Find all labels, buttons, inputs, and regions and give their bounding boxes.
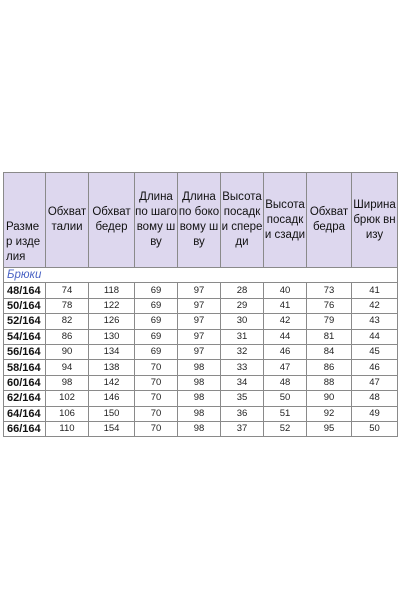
measurement-cell: 35 (221, 391, 264, 406)
section-blank (135, 268, 178, 283)
section-blank (264, 268, 307, 283)
measurement-cell: 30 (221, 314, 264, 329)
measurement-cell: 50 (264, 391, 307, 406)
size-cell: 56/164 (4, 344, 46, 359)
measurement-cell: 130 (89, 329, 135, 344)
measurement-cell: 97 (178, 329, 221, 344)
header-hips: Обхват бедер (89, 173, 135, 268)
measurement-cell: 95 (307, 421, 352, 436)
measurement-cell: 138 (89, 360, 135, 375)
measurement-cell: 90 (46, 344, 89, 359)
measurement-cell: 48 (264, 375, 307, 390)
measurement-cell: 79 (307, 314, 352, 329)
size-cell: 54/164 (4, 329, 46, 344)
header-waist: Обхват талии (46, 173, 89, 268)
measurement-cell: 150 (89, 406, 135, 421)
table-row (4, 406, 398, 421)
size-table (3, 172, 398, 437)
measurement-cell: 98 (46, 375, 89, 390)
table-row (4, 298, 398, 313)
measurement-cell: 69 (135, 314, 178, 329)
measurement-cell: 97 (178, 314, 221, 329)
measurement-cell: 98 (178, 421, 221, 436)
table-row (4, 314, 398, 329)
section-label: Брюки (4, 268, 46, 283)
measurement-cell: 97 (178, 283, 221, 298)
measurement-cell: 122 (89, 298, 135, 313)
measurement-cell: 84 (307, 344, 352, 359)
size-cell: 62/164 (4, 391, 46, 406)
measurement-cell: 98 (178, 391, 221, 406)
measurement-cell: 69 (135, 344, 178, 359)
section-blank (221, 268, 264, 283)
measurement-cell: 94 (46, 360, 89, 375)
measurement-cell: 70 (135, 406, 178, 421)
size-cell: 58/164 (4, 360, 46, 375)
measurement-cell: 37 (221, 421, 264, 436)
measurement-cell: 98 (178, 375, 221, 390)
section-blank (352, 268, 398, 283)
measurement-cell: 43 (352, 314, 398, 329)
measurement-cell: 47 (352, 375, 398, 390)
header-hem-width: Ширина брюк внизу (352, 173, 398, 268)
measurement-cell: 74 (46, 283, 89, 298)
header-row (4, 173, 398, 268)
measurement-cell: 134 (89, 344, 135, 359)
measurement-cell: 34 (221, 375, 264, 390)
measurement-cell: 102 (46, 391, 89, 406)
measurement-cell: 69 (135, 329, 178, 344)
measurement-cell: 97 (178, 344, 221, 359)
measurement-cell: 86 (307, 360, 352, 375)
size-cell: 66/164 (4, 421, 46, 436)
measurement-cell: 110 (46, 421, 89, 436)
measurement-cell: 52 (264, 421, 307, 436)
measurement-cell: 31 (221, 329, 264, 344)
measurement-cell: 69 (135, 298, 178, 313)
measurement-cell: 48 (352, 391, 398, 406)
section-blank (46, 268, 89, 283)
size-cell: 64/164 (4, 406, 46, 421)
measurement-cell: 142 (89, 375, 135, 390)
measurement-cell: 47 (264, 360, 307, 375)
table-row (4, 283, 398, 298)
table-row (4, 344, 398, 359)
measurement-cell: 70 (135, 421, 178, 436)
size-cell: 52/164 (4, 314, 46, 329)
measurement-cell: 70 (135, 360, 178, 375)
measurement-cell: 44 (352, 329, 398, 344)
table-row (4, 360, 398, 375)
measurement-cell: 88 (307, 375, 352, 390)
measurement-cell: 69 (135, 283, 178, 298)
table-row (4, 329, 398, 344)
header-front-rise: Высота посадки спереди (221, 173, 264, 268)
measurement-cell: 70 (135, 375, 178, 390)
measurement-cell: 49 (352, 406, 398, 421)
measurement-cell: 42 (352, 298, 398, 313)
measurement-cell: 97 (178, 298, 221, 313)
measurement-cell: 73 (307, 283, 352, 298)
measurement-cell: 118 (89, 283, 135, 298)
measurement-cell: 76 (307, 298, 352, 313)
measurement-cell: 28 (221, 283, 264, 298)
measurement-cell: 36 (221, 406, 264, 421)
header-inseam: Длина по шаговому шву (135, 173, 178, 268)
measurement-cell: 42 (264, 314, 307, 329)
measurement-cell: 81 (307, 329, 352, 344)
measurement-cell: 78 (46, 298, 89, 313)
measurement-cell: 82 (46, 314, 89, 329)
measurement-cell: 106 (46, 406, 89, 421)
size-cell: 48/164 (4, 283, 46, 298)
measurement-cell: 86 (46, 329, 89, 344)
measurement-cell: 70 (135, 391, 178, 406)
size-chart (0, 172, 400, 437)
measurement-cell: 98 (178, 360, 221, 375)
table-row (4, 421, 398, 436)
header-thigh: Обхват бедра (307, 173, 352, 268)
measurement-cell: 126 (89, 314, 135, 329)
header-size: Размер изделия (4, 173, 46, 268)
measurement-cell: 33 (221, 360, 264, 375)
measurement-cell: 92 (307, 406, 352, 421)
measurement-cell: 44 (264, 329, 307, 344)
measurement-cell: 45 (352, 344, 398, 359)
measurement-cell: 40 (264, 283, 307, 298)
measurement-cell: 90 (307, 391, 352, 406)
header-back-rise: Высота посадки сзади (264, 173, 307, 268)
measurement-cell: 46 (264, 344, 307, 359)
section-row (4, 268, 398, 283)
header-outseam: Длина по боковому шву (178, 173, 221, 268)
table-row (4, 391, 398, 406)
measurement-cell: 98 (178, 406, 221, 421)
size-cell: 60/164 (4, 375, 46, 390)
measurement-cell: 29 (221, 298, 264, 313)
measurement-cell: 154 (89, 421, 135, 436)
measurement-cell: 50 (352, 421, 398, 436)
section-blank (307, 268, 352, 283)
size-cell: 50/164 (4, 298, 46, 313)
measurement-cell: 32 (221, 344, 264, 359)
measurement-cell: 41 (352, 283, 398, 298)
measurement-cell: 51 (264, 406, 307, 421)
section-blank (89, 268, 135, 283)
measurement-cell: 46 (352, 360, 398, 375)
table-row (4, 375, 398, 390)
measurement-cell: 41 (264, 298, 307, 313)
section-blank (178, 268, 221, 283)
measurement-cell: 146 (89, 391, 135, 406)
